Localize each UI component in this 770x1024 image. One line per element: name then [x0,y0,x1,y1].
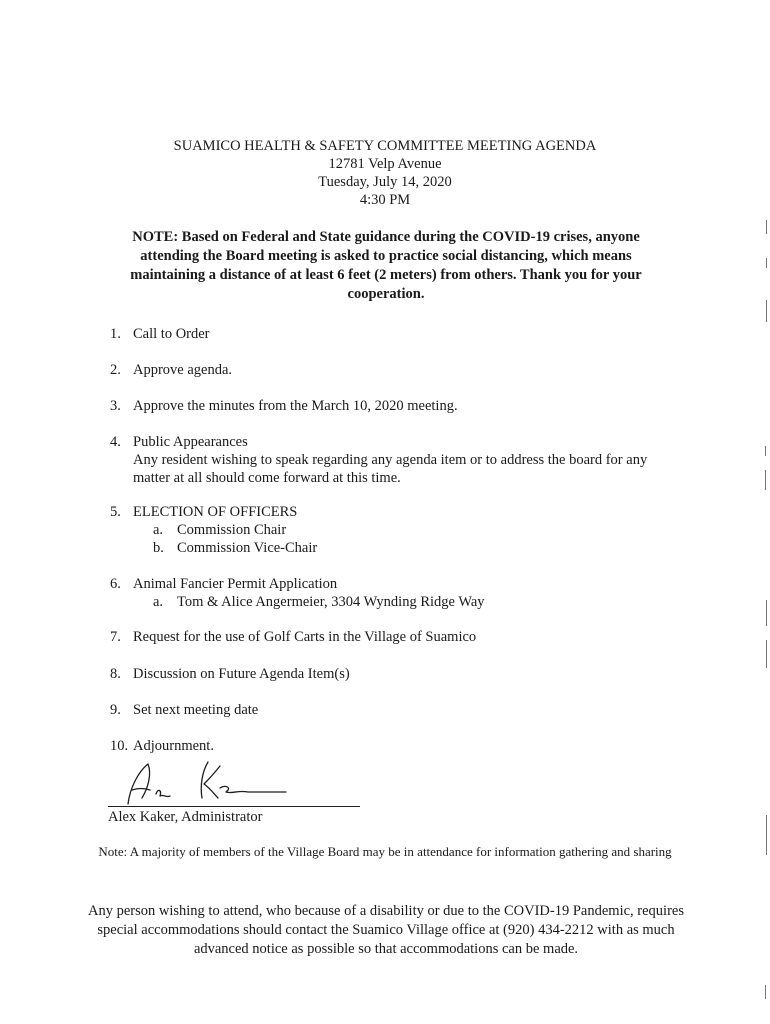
agenda-item-number: 10. [110,738,129,754]
agenda-subitem-letter: a. [153,594,164,610]
agenda-item [110,503,680,557]
signature-line [108,806,360,807]
scan-edge-mark [766,258,767,268]
scan-edge-mark [766,220,767,234]
meeting-address: 12781 Velp Avenue [328,156,442,172]
agenda-item [110,433,680,487]
scan-edge-mark [766,300,767,322]
agenda-item-text: ELECTION OF OFFICERS [133,504,298,520]
agenda-header [0,137,770,209]
scan-edge-mark [765,985,766,999]
agenda-item-number: 9. [110,702,121,718]
agenda-item-number: 3. [110,398,121,414]
agenda-item [110,628,680,646]
agenda-item-text: Adjournment. [133,738,214,754]
agenda-item [110,701,680,719]
agenda-item-text: Animal Fancier Permit Application [133,576,338,592]
agenda-item-number: 7. [110,629,121,645]
agenda-item-number: 6. [110,576,121,592]
agenda-subitem [153,593,680,611]
agenda-item-number: 1. [110,326,121,342]
agenda-subitem [153,539,680,557]
agenda-item [110,361,680,379]
agenda-title: SUAMICO HEALTH & SAFETY COMMITTEE MEETING AGENDA [173,138,597,154]
agenda-item-detail: Any resident wishing to speak regarding any agenda item or to address the board for any matter at all should come forward at this time. [133,452,648,486]
agenda-item-text: Call to Order [133,326,210,342]
meeting-time: 4:30 PM [359,192,411,208]
agenda-item-number: 2. [110,362,121,378]
agenda-item-number: 8. [110,666,121,682]
agenda-item [110,575,680,611]
agenda-subitem-letter: b. [153,540,164,556]
agenda-subitem-letter: a. [153,522,164,538]
agenda-item-text: Public Appearances [133,434,248,450]
agenda-item-text: Set next meeting date [133,702,259,718]
agenda-item-text: Approve the minutes from the March 10, 2020 meeting. [133,398,458,414]
agenda-subitem-text: Tom & Alice Angermeier, 3304 Wynding Ridge Way [177,594,485,610]
agenda-item-text: Approve agenda. [133,362,233,378]
agenda-item [110,325,680,343]
scan-edge-mark [765,446,766,456]
scan-edge-mark [766,600,767,626]
scan-edge-mark [765,470,766,490]
handwritten-signature [108,758,288,810]
covid-note: NOTE: Based on Federal and State guidance during the COVID-19 crises, anyone attending the Board meeting is asked to practice social distancing, which means maintaining a distance of at least 6 feet (2 meters) from others. Thank you for your cooperation. [130,229,642,302]
scan-edge-mark [766,640,767,668]
scan-edge-mark [766,815,767,855]
agenda-item-text: Request for the use of Golf Carts in the Village of Suamico [133,629,477,645]
attendance-note: Note: A majority of members of the Village Board may be in attendance for information gathering and sharing [98,844,672,859]
agenda-item-text: Discussion on Future Agenda Item(s) [133,666,350,682]
agenda-item-number: 5. [110,504,121,520]
agenda-subitem-text: Commission Vice-Chair [177,540,318,556]
agenda-item-number: 4. [110,434,121,450]
agenda-item [110,665,680,683]
agenda-item [110,737,680,755]
agenda-subitem-text: Commission Chair [177,522,287,538]
accommodations-notice: Any person wishing to attend, who because of a disability or due to the COVID-19 Pandemic, requires special accommodations should contact the Suamico Village office at (920) 434-2212 with as much advanced notice as possible so that accommodations can be made. [88,903,684,957]
agenda-subitem [153,521,680,539]
meeting-date: Tuesday, July 14, 2020 [318,174,452,190]
agenda-item [110,397,680,415]
signature-name: Alex Kaker, Administrator [108,809,263,825]
